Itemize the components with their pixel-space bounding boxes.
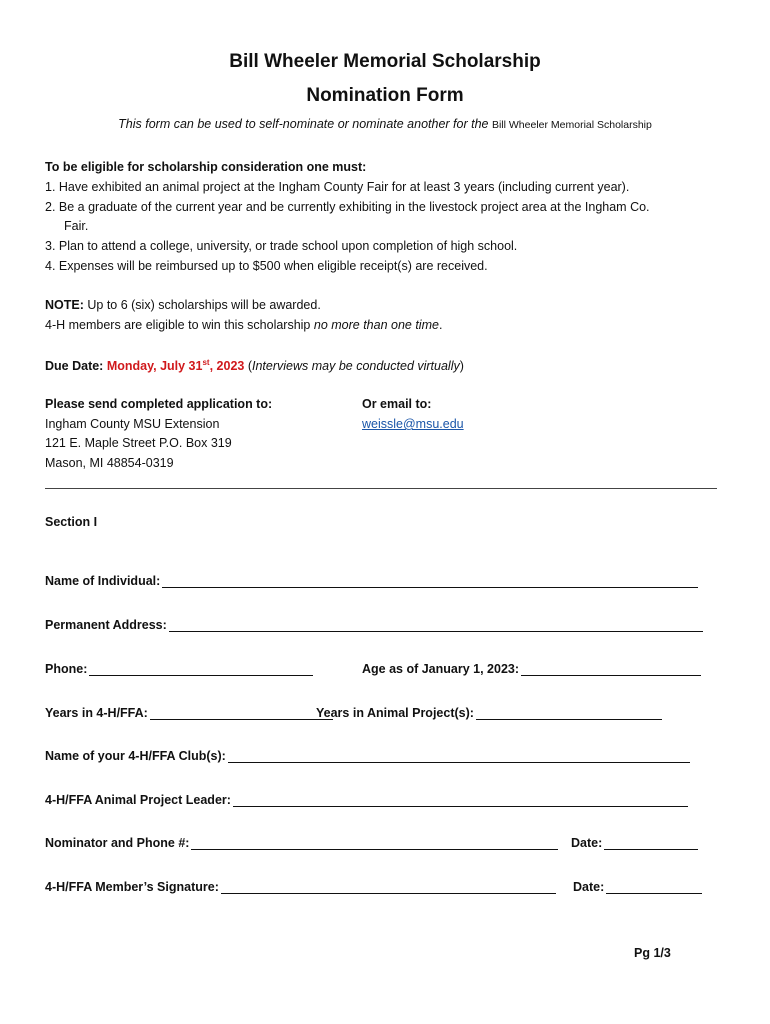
send-line-3: Mason, MI 48854-0319: [45, 456, 174, 470]
age-field[interactable]: [362, 662, 701, 676]
due-date-line: [45, 358, 464, 373]
note-line2-start: 4-H members are eligible to win this scholarship: [45, 318, 314, 332]
eligibility-item-4: 4. Expenses will be reimbursed up to $500 when eligible receipt(s) are received.: [45, 259, 488, 273]
nominator-field[interactable]: [45, 836, 558, 850]
years-animal-label: Years in Animal Project(s):: [316, 706, 474, 720]
address-label: Permanent Address:: [45, 618, 167, 632]
nominator-date-label: Date:: [571, 836, 603, 850]
leader-label: 4-H/FFA Animal Project Leader:: [45, 793, 231, 807]
name-field[interactable]: [45, 574, 698, 588]
signature-date-field[interactable]: [573, 880, 702, 894]
years-4h-field[interactable]: [45, 706, 333, 720]
phone-field[interactable]: [45, 662, 313, 676]
club-label: Name of your 4-H/FFA Club(s):: [45, 749, 226, 763]
interview-note: Interviews may be conducted virtually: [252, 359, 460, 374]
nominator-date-blank[interactable]: [604, 837, 698, 850]
eligibility-item-3: 3. Plan to attend a college, university, or trade school upon completion of high school.: [45, 239, 518, 253]
intro-text: [0, 117, 770, 131]
years-animal-blank[interactable]: [476, 707, 662, 720]
due-date: [107, 359, 245, 373]
signature-date-label: Date:: [573, 880, 605, 894]
eligibility-item-1: 1. Have exhibited an animal project at the Ingham County Fair for at least 3 years (including current year).: [45, 180, 630, 194]
page-subtitle: Nomination Form: [306, 85, 464, 106]
due-paren-open: (: [244, 359, 252, 374]
due-paren-close: ): [459, 359, 464, 374]
note-label: NOTE:: [45, 298, 84, 312]
note-line-2: [45, 318, 442, 332]
email-heading: Or email to:: [362, 397, 432, 411]
note-line2-italic: no more than one time: [313, 318, 439, 332]
intro-italic: This form can be used to self-nominate or nominate another for the: [118, 117, 489, 131]
divider: [45, 488, 717, 489]
note-text: Up to 6 (six) scholarships will be awarded.: [83, 298, 321, 312]
due-date-sup: st: [202, 358, 210, 367]
send-line-2: 121 E. Maple Street P.O. Box 319: [45, 436, 232, 450]
signature-blank[interactable]: [221, 881, 556, 894]
page-number: Pg 1/3: [634, 946, 671, 960]
due-date-main: Monday, July 31: [106, 359, 203, 374]
section-heading: Section I: [45, 515, 98, 529]
page-title: Bill Wheeler Memorial Scholarship: [229, 51, 541, 72]
eligibility-item-2-cont: Fair.: [64, 219, 89, 233]
nominator-date-field[interactable]: [571, 836, 698, 850]
eligibility-heading: To be eligible for scholarship consideration one must:: [45, 160, 367, 174]
leader-blank[interactable]: [233, 794, 688, 807]
address-field[interactable]: [45, 618, 703, 632]
name-label: Name of Individual:: [45, 574, 161, 588]
leader-field[interactable]: [45, 793, 688, 807]
signature-field[interactable]: [45, 880, 556, 894]
years-4h-blank[interactable]: [150, 707, 333, 720]
signature-label: 4-H/FFA Member’s Signature:: [45, 880, 219, 894]
years-animal-field[interactable]: [316, 706, 662, 720]
send-heading: Please send completed application to:: [45, 397, 273, 411]
due-date-year: , 2023: [209, 359, 245, 374]
send-line-1: Ingham County MSU Extension: [45, 417, 220, 431]
nominator-blank[interactable]: [191, 837, 558, 850]
address-blank[interactable]: [169, 619, 703, 632]
club-field[interactable]: [45, 749, 690, 763]
club-blank[interactable]: [228, 750, 690, 763]
signature-date-blank[interactable]: [606, 881, 702, 894]
age-blank[interactable]: [521, 663, 701, 676]
email-link[interactable]: weissle@msu.edu: [362, 417, 464, 431]
eligibility-item-2: 2. Be a graduate of the current year and be currently exhibiting in the livestock project area at the Ingham Co.: [45, 200, 650, 214]
phone-blank[interactable]: [89, 663, 313, 676]
age-label: Age as of January 1, 2023:: [362, 662, 520, 676]
phone-label: Phone:: [45, 662, 88, 676]
years-4h-label: Years in 4-H/FFA:: [45, 706, 148, 720]
nominator-label: Nominator and Phone #:: [45, 836, 190, 850]
name-blank[interactable]: [162, 575, 698, 588]
due-label: Due Date:: [45, 359, 107, 374]
intro-small: Bill Wheeler Memorial Scholarship: [491, 119, 652, 131]
note-line: [45, 298, 321, 312]
note-line2-end: .: [438, 318, 443, 332]
